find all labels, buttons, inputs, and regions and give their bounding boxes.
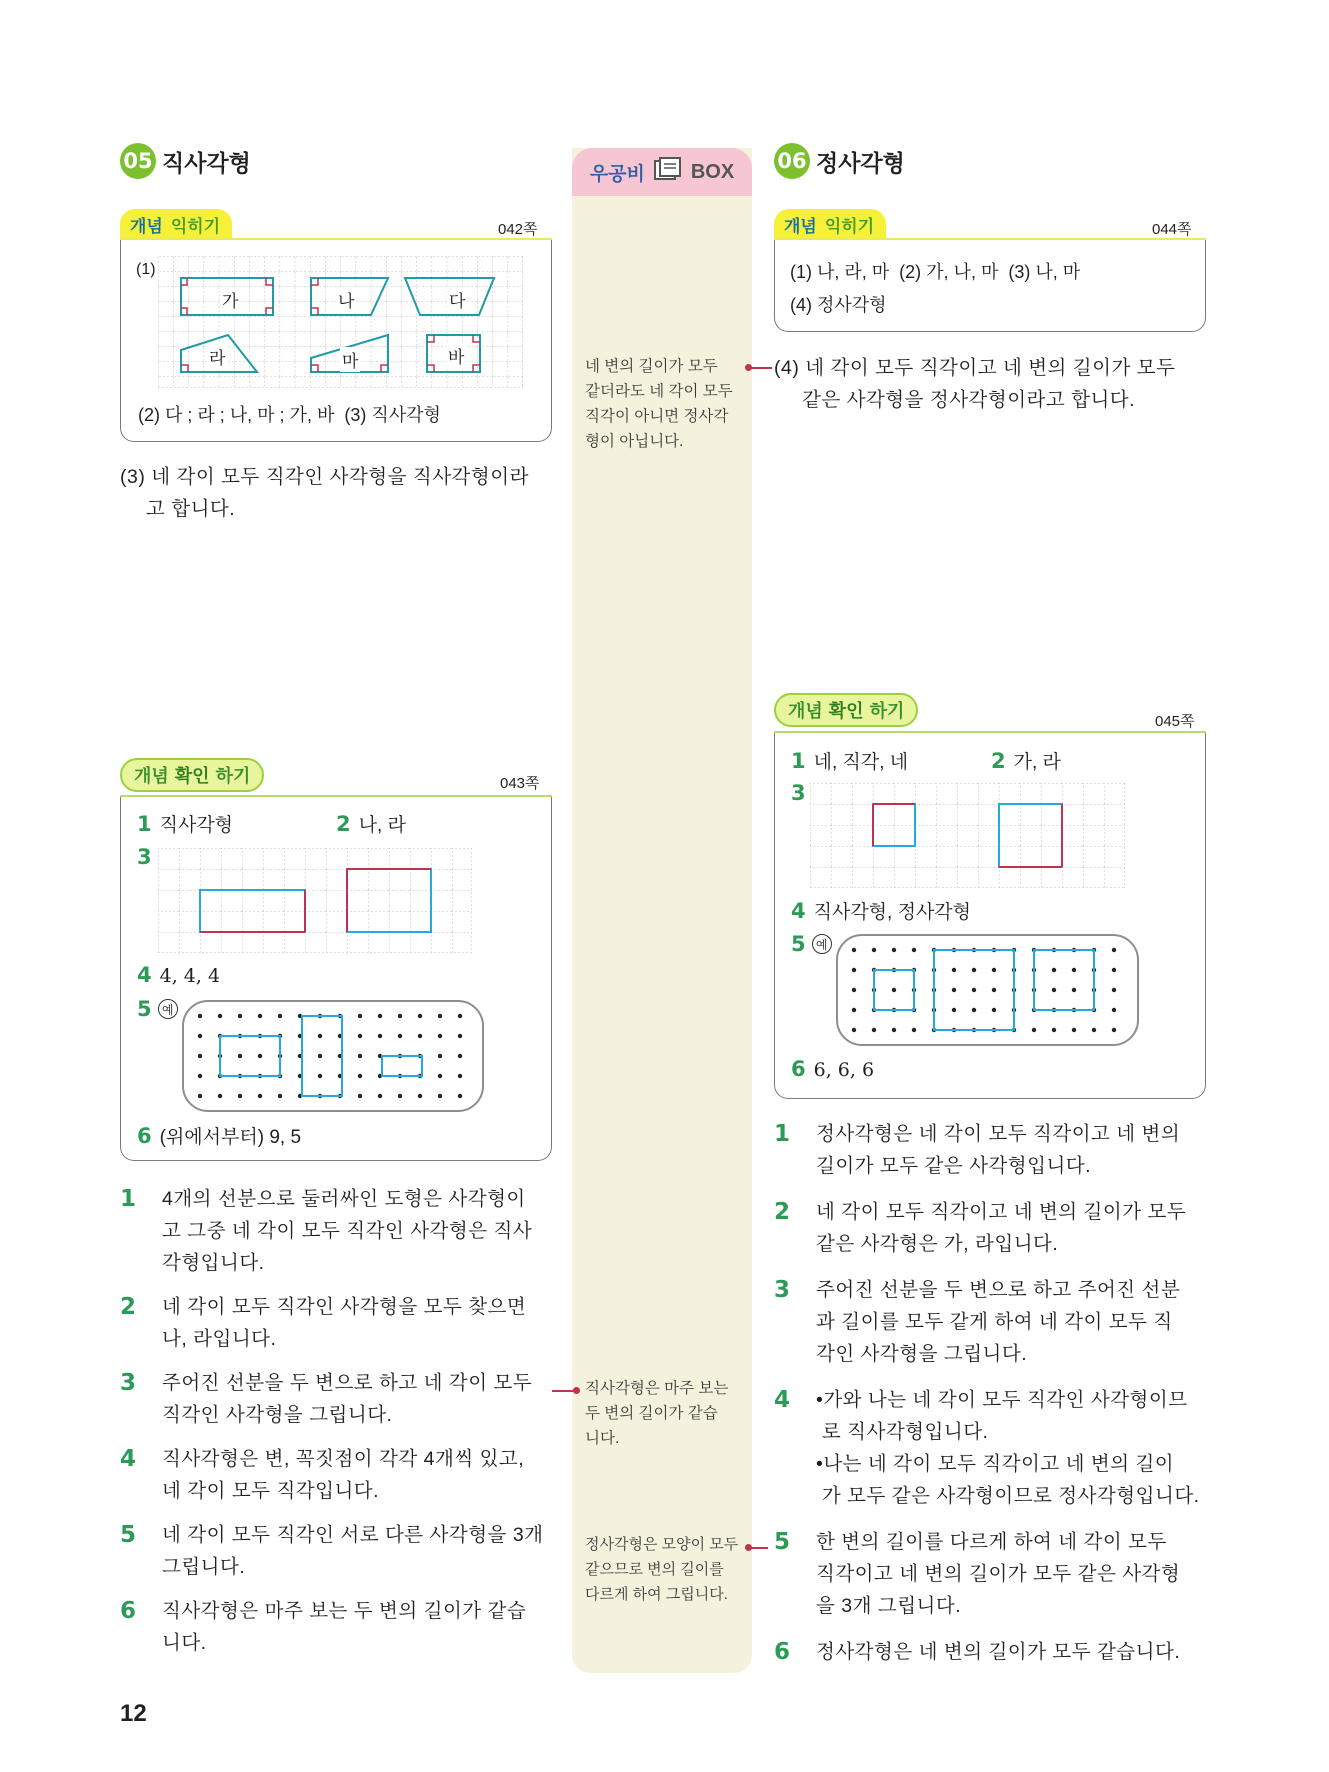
solution-num: 2	[120, 1294, 137, 1320]
practice-answers-line1: (1) 나, 라, 마 (2) 가, 나, 마 (3) 나, 마	[790, 262, 1081, 282]
answer-4	[791, 897, 971, 924]
answer-2	[991, 747, 1061, 774]
sidebar-header-box: BOX	[690, 160, 735, 183]
grid-dot	[238, 1054, 242, 1058]
answer-3-num: 3	[137, 845, 152, 869]
solution-num: 6	[774, 1639, 791, 1665]
grid-dot	[992, 968, 996, 972]
note-line: 직사각형은 마주 보는	[585, 1380, 729, 1397]
solution-line: 각형입니다.	[162, 1252, 265, 1274]
note-line: 두 변의 길이가 같습	[585, 1405, 718, 1422]
grid-dot	[972, 1008, 976, 1012]
grid-dot	[198, 1094, 202, 1098]
solution-line: 정사각형은 네 변의 길이가 모두 같습니다.	[816, 1641, 1181, 1663]
solution-item	[120, 1291, 560, 1355]
tab-label-b: 확인	[828, 701, 864, 721]
note-line: 같더라도 네 각이 모두	[585, 383, 733, 400]
dot-grid-box-right	[836, 934, 1139, 1046]
note-line: 다르게 하여 그립니다.	[585, 1586, 728, 1603]
solution-item	[774, 1196, 1219, 1260]
grid-dot	[458, 1054, 462, 1058]
grid-dot	[1052, 988, 1056, 992]
solutions-left	[120, 1183, 560, 1659]
solution-line: 길이가 모두 같은 사각형입니다.	[816, 1155, 1092, 1177]
grid-dot	[198, 1014, 202, 1018]
section-number: 06	[774, 143, 810, 179]
rectangles-grid	[158, 848, 472, 953]
solution-num: 2	[774, 1199, 791, 1225]
grid-dot	[358, 1034, 362, 1038]
grid-dot	[1112, 968, 1116, 972]
grid-dot	[1052, 1028, 1056, 1032]
section-06-title	[774, 143, 905, 179]
grid-dot	[218, 1094, 222, 1098]
answer-4	[137, 963, 220, 987]
answer-num: 1	[137, 812, 152, 836]
grid-dot	[418, 1034, 422, 1038]
explain-line: 고 합니다.	[146, 498, 236, 520]
solution-item	[774, 1526, 1219, 1622]
answer-1	[137, 810, 233, 837]
example-badge: 예	[812, 934, 832, 954]
answer-num: 6	[791, 1057, 806, 1081]
section-title-text: 직사각형	[162, 149, 251, 176]
tab-label-c: 하기	[869, 701, 905, 721]
grid-dot	[278, 1014, 282, 1018]
solution-line: 고 그중 네 각이 모두 직각인 사각형은 직사	[162, 1220, 533, 1242]
grid-dot	[398, 1094, 402, 1098]
grid-dot	[358, 1014, 362, 1018]
section-title-text: 정사각형	[816, 149, 905, 176]
solution-num: 5	[774, 1529, 791, 1555]
practice-answer-2-3: (2) 다 ; 라 ; 나, 마 ; 가, 바 (3) 직사각형	[138, 405, 441, 425]
grid-dot	[258, 1094, 262, 1098]
explanation-4	[774, 352, 1214, 416]
solutions-right	[774, 1118, 1219, 1668]
answer-6	[137, 1122, 301, 1149]
answer-1	[791, 747, 908, 774]
tab-label-b: 익히기	[824, 216, 875, 236]
answer-6	[791, 1057, 874, 1081]
tab-label-a: 개념	[134, 766, 169, 786]
grid-dot	[238, 1014, 242, 1018]
solution-line: 과 길이를 모두 같게 하여 네 각이 모두 직	[816, 1311, 1173, 1333]
grid-dot	[912, 948, 916, 952]
explanation-3	[120, 461, 560, 525]
grid-dot	[318, 1054, 322, 1058]
grid-dot	[258, 1054, 262, 1058]
solution-item	[774, 1636, 1219, 1668]
tab-label-c: 하기	[215, 766, 251, 786]
grid-dot	[318, 1034, 322, 1038]
tab-label-b: 익히기	[170, 216, 221, 236]
grid-dot	[278, 1094, 282, 1098]
solution-line: 네 각이 모두 직각인 서로 다른 사각형을 3개	[162, 1524, 544, 1546]
solution-line: 니다.	[162, 1632, 207, 1654]
tab-label-b: 확인	[174, 766, 210, 786]
answer-text: 6, 6, 6	[813, 1059, 875, 1081]
answer-text: 직사각형	[159, 815, 234, 836]
answer-text: (위에서부터) 9, 5	[159, 1127, 302, 1148]
solution-num: 3	[774, 1277, 791, 1303]
page-ref: 043쪽	[500, 775, 540, 792]
dot-grid-box-left	[182, 1000, 484, 1112]
shape-label-da: 다	[447, 287, 467, 312]
solution-line: 네 각이 모두 직각입니다.	[162, 1480, 380, 1502]
practice-answers-line2: (4) 정사각형	[790, 295, 887, 315]
grid-dot	[1072, 988, 1076, 992]
grid-dot	[358, 1074, 362, 1078]
solution-line: 로 직사각형입니다.	[816, 1421, 989, 1443]
solution-line: 직사각형은 마주 보는 두 변의 길이가 같습	[162, 1600, 527, 1622]
question-number: (1)	[136, 261, 156, 278]
note-line: 직각이 아니면 정사각	[585, 408, 729, 425]
grid-dot	[438, 1034, 442, 1038]
answer-text: 4, 4, 4	[159, 965, 221, 987]
solution-item	[774, 1118, 1219, 1182]
note-line: 니다.	[585, 1430, 620, 1447]
shape-label-ma: 마	[340, 347, 360, 372]
grid-dot	[992, 988, 996, 992]
answer-num: 6	[137, 1124, 152, 1148]
solution-num: 4	[774, 1387, 791, 1413]
solution-line: 주어진 선분을 두 변으로 하고 네 각이 모두	[162, 1372, 533, 1394]
solution-num: 6	[120, 1598, 137, 1624]
shape-label-na: 나	[336, 287, 356, 312]
solution-item	[120, 1367, 560, 1431]
grid-dot	[358, 1094, 362, 1098]
grid-dot	[1112, 1008, 1116, 1012]
grid-dot	[852, 1028, 856, 1032]
answer-text: 가, 라	[1013, 752, 1061, 773]
shape-label-ba: 바	[446, 343, 466, 368]
solution-line: 가 모두 같은 사각형이므로 정사각형입니다.	[816, 1485, 1200, 1507]
solution-num: 1	[774, 1121, 791, 1147]
answer-num: 2	[991, 749, 1006, 773]
sidebar-header	[572, 148, 752, 196]
grid-dot	[972, 988, 976, 992]
connector-dot	[573, 1387, 580, 1394]
grid-dot	[892, 1028, 896, 1032]
grid-dot	[892, 948, 896, 952]
shape-label-ga: 가	[220, 287, 240, 312]
page-ref: 042쪽	[498, 221, 538, 238]
grid-dot	[1052, 968, 1056, 972]
grid-dot	[438, 1054, 442, 1058]
shape-label-ra: 라	[207, 344, 227, 369]
example-badge: 예	[158, 999, 178, 1019]
notebook-icon	[653, 157, 683, 188]
connector-dot	[745, 1544, 752, 1551]
grid-dot	[418, 1014, 422, 1018]
solution-line: 나, 라입니다.	[162, 1328, 277, 1350]
grid-dot	[952, 988, 956, 992]
answer-3-num: 3	[791, 781, 806, 805]
solution-num: 5	[120, 1522, 137, 1548]
check-tab-right	[774, 693, 918, 727]
solution-item	[120, 1183, 560, 1279]
explain-line: 같은 사각형을 정사각형이라고 합니다.	[802, 389, 1136, 411]
grid-dot	[458, 1014, 462, 1018]
practice-tab	[120, 209, 232, 239]
answer-text: 직사각형, 정사각형	[813, 902, 972, 923]
page-number: 12	[120, 1700, 147, 1727]
grid-dot	[398, 1014, 402, 1018]
grid-dot	[992, 1008, 996, 1012]
grid-dot	[852, 1008, 856, 1012]
note-line: 네 변의 길이가 모두	[585, 358, 718, 375]
grid-dot	[872, 1028, 876, 1032]
grid-dot	[358, 1054, 362, 1058]
solution-item	[774, 1274, 1219, 1370]
grid-dot	[1112, 948, 1116, 952]
answer-num: 4	[791, 899, 806, 923]
grid-dot	[318, 1074, 322, 1078]
grid-dot	[912, 1028, 916, 1032]
grid-dot	[378, 1094, 382, 1098]
solution-item	[120, 1443, 560, 1507]
page-ref: 045쪽	[1155, 713, 1195, 730]
tab-label-a: 개념	[130, 216, 163, 236]
grid-dot	[852, 988, 856, 992]
solution-line: 같은 사각형은 가, 라입니다.	[816, 1233, 1059, 1255]
grid-dot	[972, 968, 976, 972]
sidebar-note-3	[585, 1532, 750, 1607]
answer-5	[791, 932, 832, 956]
practice-box-right	[774, 240, 1206, 332]
solution-num: 3	[120, 1370, 137, 1396]
answer-num: 5	[137, 997, 152, 1021]
explain-line: (3) 네 각이 모두 직각인 사각형을 직사각형이라	[120, 466, 529, 488]
answer-num: 2	[336, 812, 351, 836]
dot-grid-left	[184, 1002, 486, 1114]
explain-line: (4) 네 각이 모두 직각이고 네 변의 길이가 모두	[774, 357, 1176, 379]
note-line: 정사각형은 모양이 모두	[585, 1536, 739, 1553]
grid-dot	[852, 968, 856, 972]
solution-line: 정사각형은 네 각이 모두 직각이고 네 변의	[816, 1123, 1181, 1145]
solution-item	[120, 1595, 560, 1659]
grid-dot	[458, 1034, 462, 1038]
sidebar-note-2	[585, 1376, 745, 1451]
sidebar-note-1	[585, 354, 745, 454]
note-line: 형이 아닙니다.	[585, 433, 684, 450]
answer-2	[336, 810, 406, 837]
grid-dot	[1032, 1028, 1036, 1032]
answer-5	[137, 997, 178, 1021]
section-number: 05	[120, 143, 156, 179]
page-ref: 044쪽	[1152, 221, 1192, 238]
note-line: 같으므로 변의 길이를	[585, 1561, 724, 1578]
solution-item	[120, 1519, 560, 1583]
solution-line: 주어진 선분을 두 변으로 하고 주어진 선분	[816, 1279, 1181, 1301]
grid-dot	[438, 1094, 442, 1098]
grid-dot	[418, 1094, 422, 1098]
solution-line: 그립니다.	[162, 1556, 246, 1578]
grid-dot	[852, 948, 856, 952]
tab-label-a: 개념	[784, 216, 817, 236]
grid-dot	[1072, 1028, 1076, 1032]
solution-line: •가와 나는 네 각이 모두 직각인 사각형이므	[816, 1389, 1188, 1411]
grid-dot	[952, 1008, 956, 1012]
solution-line: 각인 사각형을 그립니다.	[816, 1343, 1028, 1365]
grid-dot	[438, 1014, 442, 1018]
grid-dot	[198, 1054, 202, 1058]
solution-line: 직각인 사각형을 그립니다.	[162, 1404, 393, 1426]
tab-label-a: 개념	[788, 701, 823, 721]
answer-text: 네, 직각, 네	[813, 752, 909, 773]
solution-line: 을 3개 그립니다.	[816, 1595, 962, 1617]
grid-dot	[1092, 1028, 1096, 1032]
grid-dot	[218, 1014, 222, 1018]
practice-tab	[774, 209, 886, 239]
grid-dot	[198, 1074, 202, 1078]
answer-num: 4	[137, 963, 152, 987]
grid-dot	[1112, 988, 1116, 992]
grid-dot	[238, 1094, 242, 1098]
grid-dot	[1112, 1028, 1116, 1032]
answer-num: 1	[791, 749, 806, 773]
grid-dot	[952, 968, 956, 972]
solution-line: 직사각형은 변, 꼭짓점이 각각 4개씩 있고,	[162, 1448, 525, 1470]
grid-dot	[458, 1094, 462, 1098]
check-tab-left	[120, 758, 264, 792]
sidebar-header-title: 우공비	[589, 163, 645, 185]
solution-num: 4	[120, 1446, 137, 1472]
grid-dot	[258, 1014, 262, 1018]
solution-line: •나는 네 각이 모두 직각이고 네 변의 길이	[816, 1453, 1175, 1475]
dot-grid-right	[838, 936, 1141, 1048]
solution-line: 직각이고 네 변의 길이가 모두 같은 사각형	[816, 1563, 1181, 1585]
grid-dot	[378, 1034, 382, 1038]
grid-dot	[378, 1014, 382, 1018]
grid-dot	[872, 948, 876, 952]
solution-line: 네 각이 모두 직각이고 네 변의 길이가 모두	[816, 1201, 1187, 1223]
section-05-title	[120, 143, 251, 179]
solution-item	[774, 1384, 1219, 1512]
answer-num: 5	[791, 932, 806, 956]
grid-dot	[198, 1034, 202, 1038]
answer-text: 나, 라	[358, 815, 406, 836]
grid-dot	[438, 1074, 442, 1078]
grid-dot	[892, 988, 896, 992]
connector-dot	[745, 364, 752, 371]
solution-line: 네 각이 모두 직각인 사각형을 모두 찾으면	[162, 1296, 527, 1318]
grid-dot	[398, 1034, 402, 1038]
solution-num: 1	[120, 1186, 137, 1212]
grid-dot	[1072, 968, 1076, 972]
solution-line: 4개의 선분으로 둘러싸인 도형은 사각형이	[162, 1188, 526, 1210]
solution-line: 한 변의 길이를 다르게 하여 네 각이 모두	[816, 1531, 1167, 1553]
squares-grid	[810, 783, 1125, 888]
grid-dot	[458, 1074, 462, 1078]
